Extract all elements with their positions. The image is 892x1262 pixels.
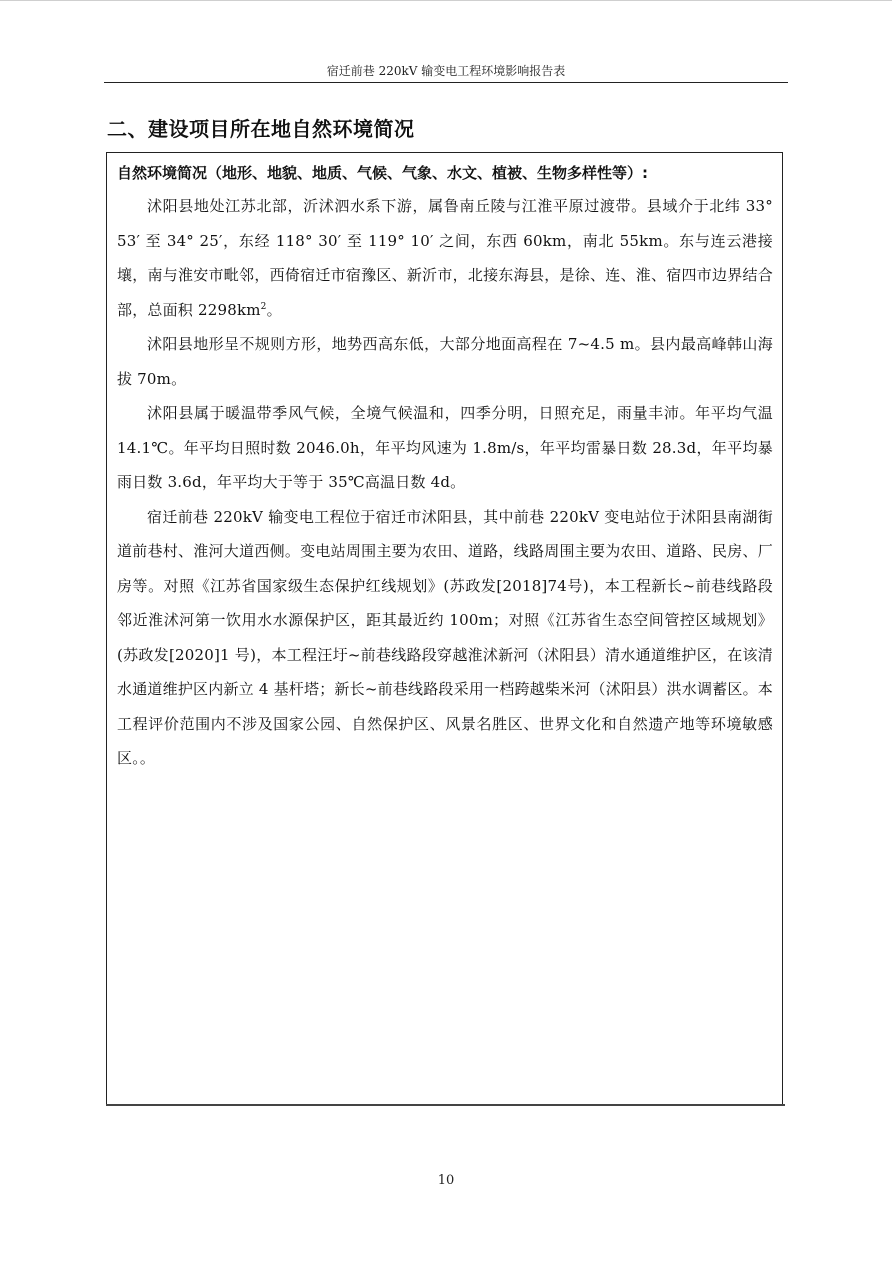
area-unit-superscript: 2 — [260, 301, 267, 312]
header-rule — [104, 82, 788, 83]
paragraph-project-location: 宿迁前巷 220kV 输变电工程位于宿迁市沭阳县，其中前巷 220kV 变电站位于沭阳县南湖街道前巷村、淮河大道西侧。变电站周围主要为农田、道路，线路周围主要为农田、道路、民房、厂房等。对照《江苏省国家级生态保护红线规划》(苏政发[2018]74号)，本工程新长~前巷线路段邻近淮沭河第一饮用水水源保护区，距其最近约 100m；对照《江苏省生态空间管控区域规划》(苏政发[2020]1 号)，本工程汪圩~前巷线路段穿越淮沭新河（沭阳县）清水通道维护区，在该清水通道维护区内新立 4 基杆塔；新长~前巷线路段采用一档跨越柴米河（沭阳县）洪水调蓄区。本工程评价范围内不涉及国家公园、自然保护区、风景名胜区、世界文化和自然遗产地等环境敏感区。。 — [117, 507, 773, 767]
paragraph-terrain: 沭阳县地形呈不规则方形，地势西高东低，大部分地面高程在 7~4.5 m。县内最高峰韩山海拔 70m。 — [117, 335, 773, 388]
paragraph-location-text: 沭阳县地处江苏北部，沂沭泗水系下游，属鲁南丘陵与江淮平原过渡带。县域介于北纬 33° 53′ 至 34° 25′，东经 118° 30′ 至 119° 10′ 之间，东西 60km，南北 55km。东与连云港接壤，南与淮安市毗邻，西倚宿迁市宿豫区、新沂市，北接东海县，是徐、连、淮、宿四市边界结合部，总面积 2298km — [117, 197, 773, 319]
section-title: 二、建设项目所在地自然环境简况 — [107, 117, 415, 141]
paragraph-location-suffix: 。 — [266, 300, 282, 319]
box-heading: 自然环境简况（地形、地貌、地质、气候、气象、水文、植被、生物多样性等）: — [117, 164, 649, 182]
paragraph-climate: 沭阳县属于暖温带季风气候，全境气候温和，四季分明，日照充足，雨量丰沛。年平均气温 14.1℃。年平均日照时数 2046.0h，年平均风速为 1.8m/s，年平均雷暴日数 28.3d，年平均暴雨日数 3.6d，年平均大于等于 35℃高温日数 4d。 — [117, 404, 773, 491]
page-top-edge — [0, 0, 892, 1]
running-header: 宿迁前巷 220kV 输变电工程环境影响报告表 — [326, 64, 566, 78]
environment-summary-box — [106, 152, 783, 1105]
paragraph-location — [117, 189, 773, 327]
box-bottom-border — [106, 1104, 785, 1106]
page-number: 10 — [437, 1173, 455, 1188]
